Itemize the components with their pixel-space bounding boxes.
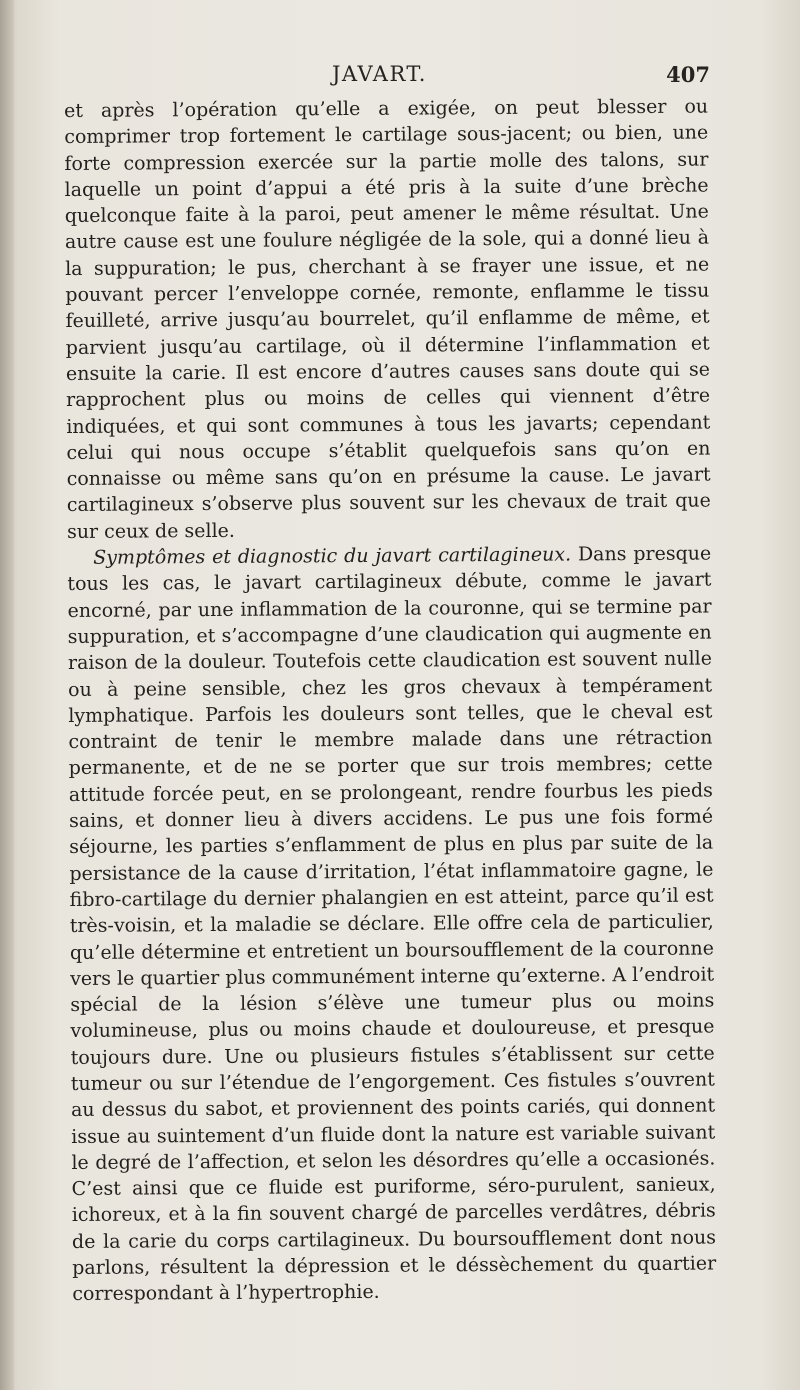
page-header — [70, 62, 710, 96]
body-text — [64, 94, 716, 1308]
running-title: JAVART. — [332, 62, 427, 86]
spine-shadow — [0, 0, 14, 1390]
page-number: 407 — [666, 62, 710, 87]
paragraph-causes: et après l’opération qu’elle a exigée, on peut blesser ou comprimer trop fortement le cartilage sous-jacent; ou bien, une forte compression exercée sur la partie molle des talons, sur laquelle un point d’appui a été pris à la suite d’une brèche quelconque faite à la paroi, peut amener le même résultat. Une autre cause est une foulure négligée de la sole, qui a donné lieu à la suppuration; le pus, cherchant à se frayer une issue, et ne pouvant percer l’enveloppe cornée, remonte, enflamme le tissu feuilleté, arrive jusqu’au bourrelet, qu’il enflamme de même, et parvient jusqu’au cartilage, où il détermine l’inflammation et ensuite la carie. Il est encore d’autres causes sans doute qui se rapprochent plus ou moins de celles qui viennent d’être indiquées, et qui sont communes à tous les javarts; cependant celui qui nous occupe s’établit quelquefois sans qu’on en connaisse ou même sans qu’on en présume la cause. Le javart cartilagineux s’observe plus souvent sur les chevaux de trait que sur ceux de selle. — [64, 95, 711, 543]
paragraph-symptoms — [67, 541, 716, 1308]
section-heading-symptoms: Symptômes et diagnostic du javart cartilagineux. — [93, 543, 572, 569]
paragraph-symptoms-text: Dans presque tous les cas, le javart cartilagineux débute, comme le javart encorné, par une inflammation de la couronne, qui se termine par suppuration, et s’accompagne d’une claudication qui augmente en raison de la douleur. Toutefois cette claudication est souvent nulle ou à peine sensible, chez les gros chevaux à tempérament lymphatique. Parfois les douleurs sont telles, que le cheval est contraint de tenir le membre malade dans une rétraction permanente, et de ne se porter que sur trois membres; cette attitude forcée peut, en se prolongeant, rendre fourbus les pieds sains, et donner lieu à divers accidens. Le pus une fois formé séjourne, les parties s’enflamment de plus en plus par suite de la persistance de la cause d’irritation, l’état inflammatoire gagne, le fibro-cartilage du dernier phalangien en est atteint, parce qu’il est très-voisin, et la maladie se déclare. Elle offre cela de particulier, qu’elle détermine et entretient un boursoufflement de la couronne vers le quartier plus communément interne qu’externe. A l’endroit spécial de la lésion s’élève une tumeur plus ou moins volumineuse, plus ou moins chaude et douloureuse, et presque toujours dure. Une ou plusieurs fistules s’établissent sur cette tumeur ou sur l’étendue de l’engorgement. Ces fistules s’ouvrent au dessus du sabot, et proviennent des points cariés, qui donnent issue au suintement d’un fluide dont la nature est variable suivant le degré de l’affection, et selon les désordres qu’elle a occasionés. C’est ainsi que ce fluide est puriforme, séro-purulent, sanieux, ichoreux, et à la fin souvent chargé de parcelles verdâtres, débris de la carie du corps cartilagineux. Du boursoufflement dont nous parlons, résultent la dépression et le déssèchement du quartier correspondant à l’hypertrophie. — [67, 542, 717, 1306]
